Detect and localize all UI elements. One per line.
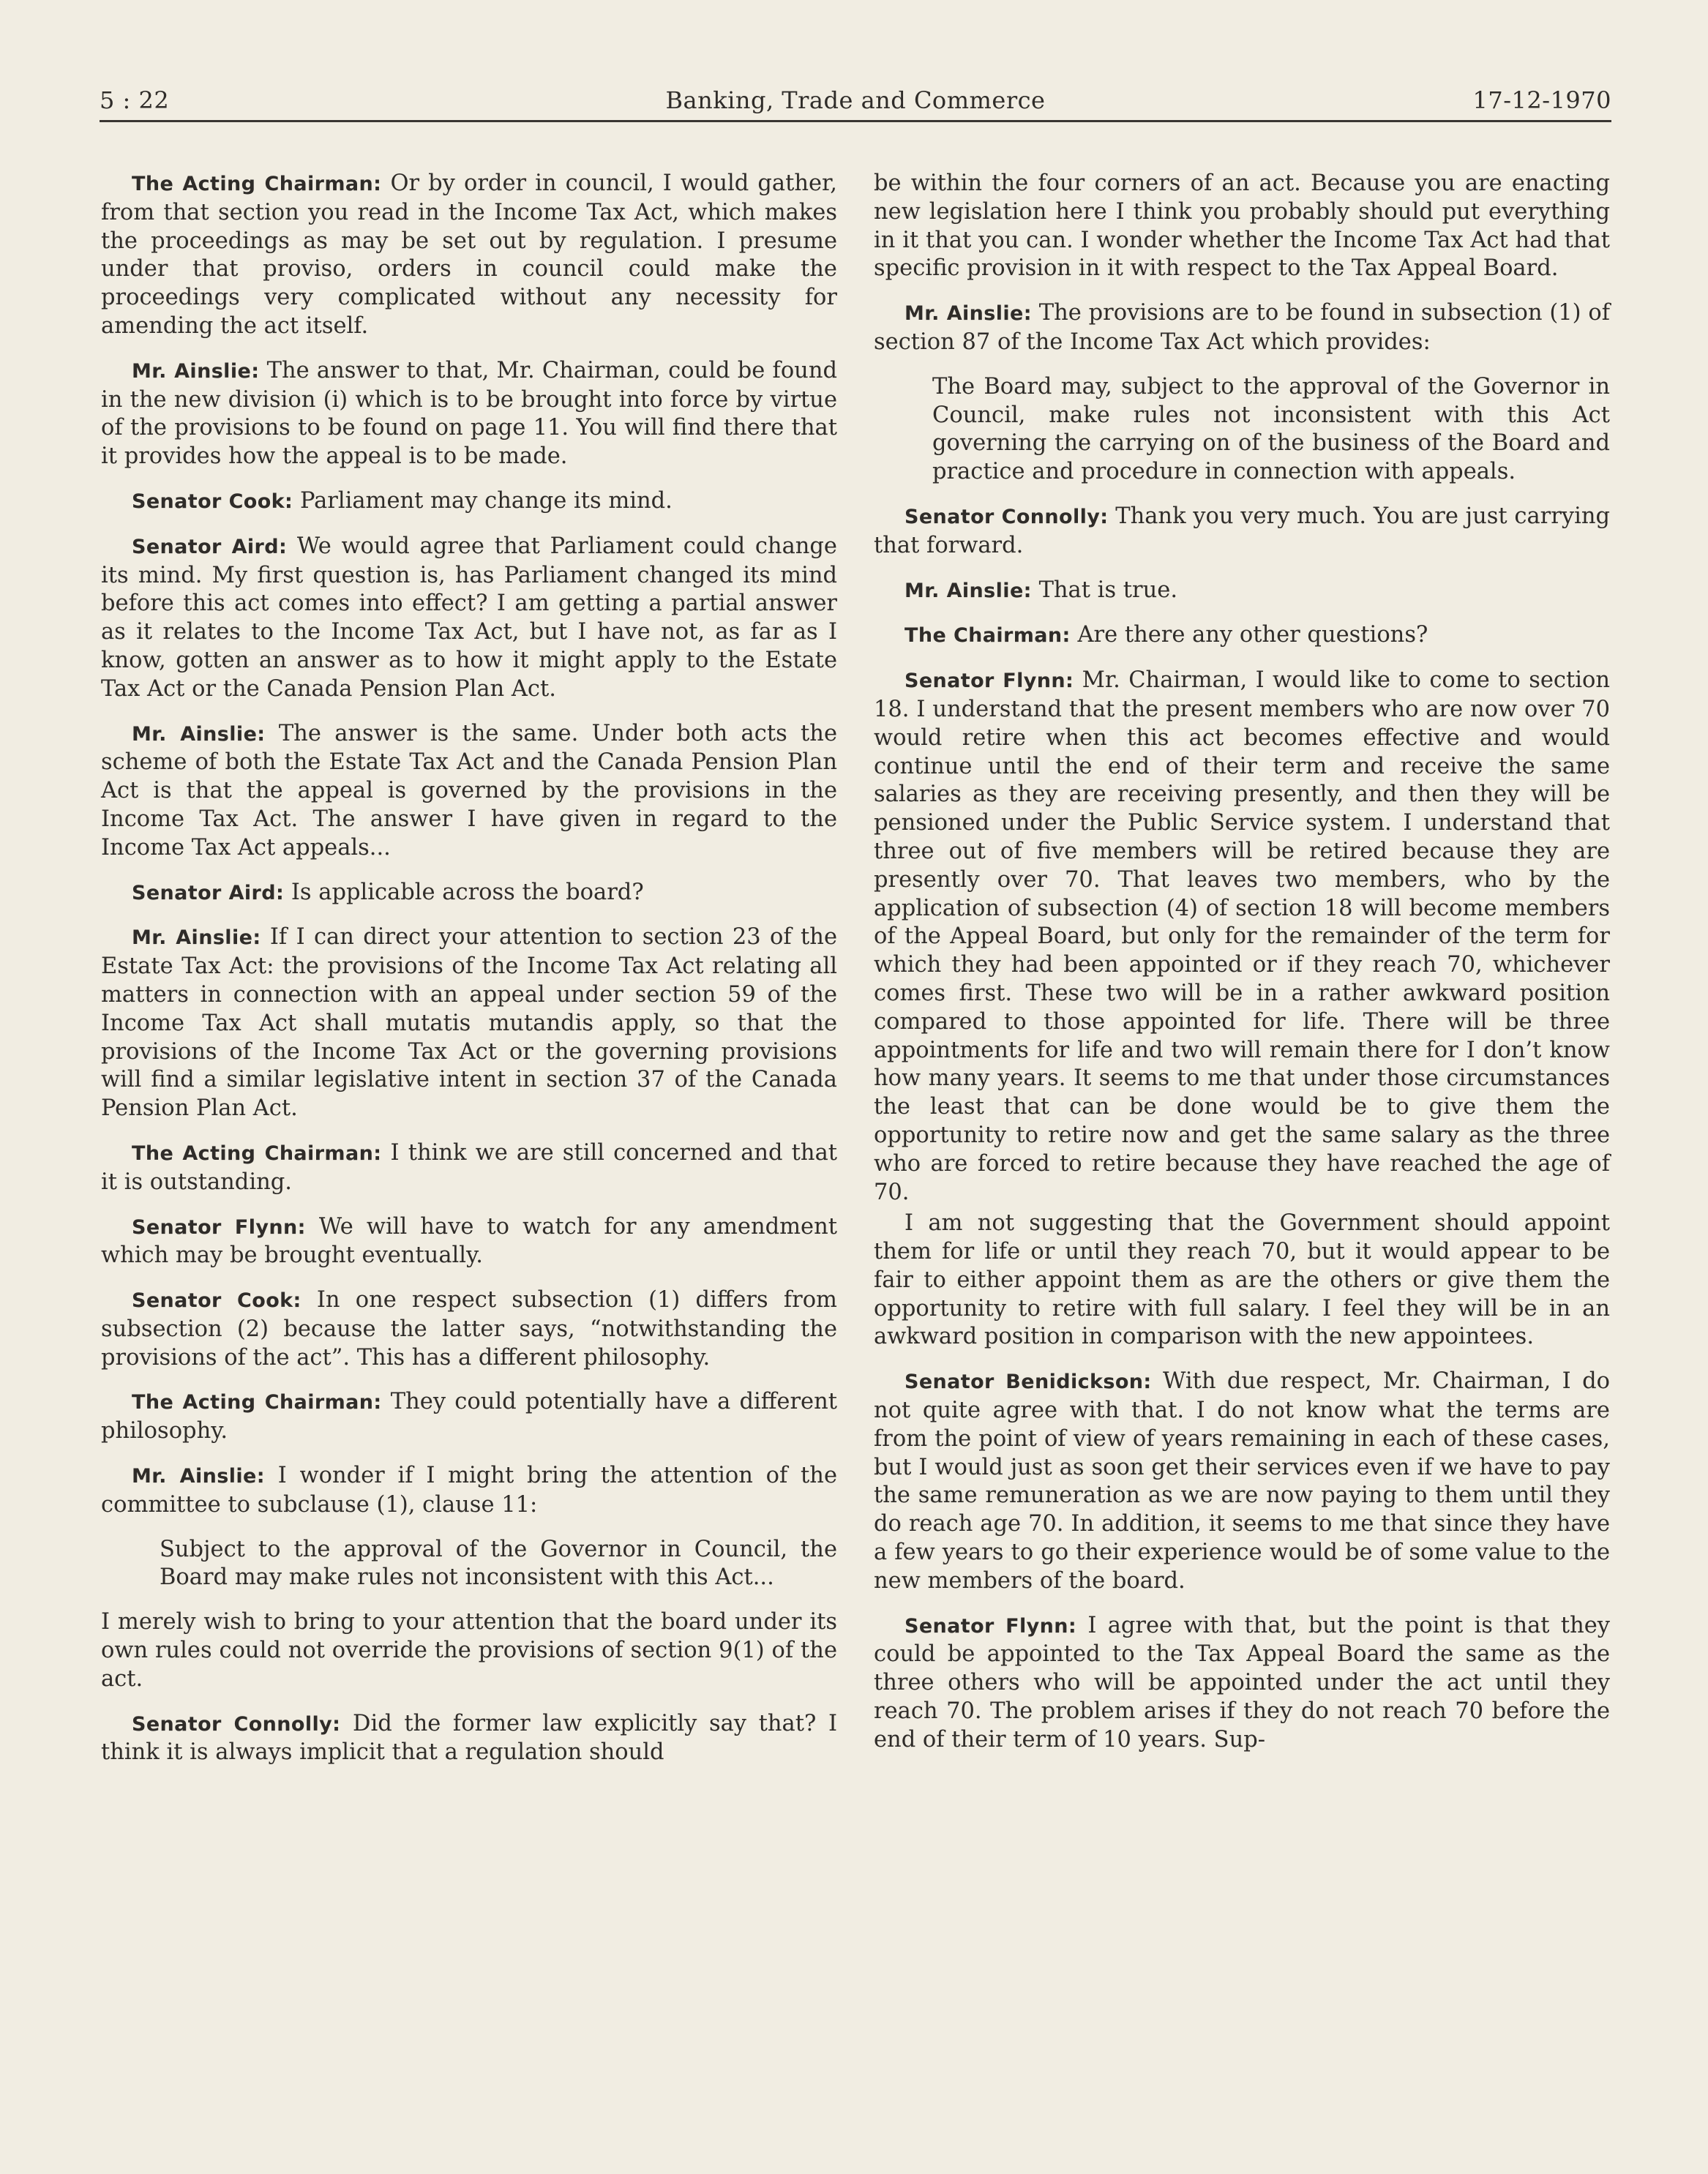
quoted-provision: The Board may, subject to the approval of the Governor in Council, make rules not inconsistent with this Act governing the carrying on of the business of the Board and practice and procedure in connection with appeals. [932,373,1610,485]
speech-paragraph [101,1462,837,1520]
speech-paragraph [874,1368,1610,1595]
speaker-label: The Acting Chairman: [132,1142,382,1165]
speaker-label: Mr. Ainslie: [132,926,261,950]
speech-text: Are there any other questions? [1077,622,1428,648]
speech-text: Parliament may change its mind. [299,487,673,514]
speech-paragraph [101,1139,837,1197]
speech-paragraph [874,1612,1610,1755]
speaker-label: Mr. Ainslie: [132,1465,265,1488]
speech-paragraph [101,923,837,1123]
speaker-label: Mr. Ainslie: [904,579,1032,602]
speaker-label: The Acting Chairman: [132,173,382,195]
speech-text: In one respect subsection (1) differs from subsection (2) because the latter says, “notwithstanding the provisions of the act”. This has a different philosophy. [101,1287,837,1371]
speaker-label: Mr. Ainslie: [132,722,266,746]
speech-text: Did the former law explicitly say that? I think it is always implicit that a regulation should [101,1710,837,1766]
running-title: Banking, Trade and Commerce [665,86,1046,114]
speaker-label: Senator Flynn: [904,1614,1077,1638]
speech-text: I agree with that, but the point is that they could be appointed to the Tax Appeal Board the same as the three others who will be appointed under the act until they reach 70. The problem arises if they do not reach 70 before the end of their term of 10 years. Sup- [874,1612,1610,1753]
speaker-label: Senator Cook: [132,490,293,513]
speaker-label: Mr. Ainslie: [132,359,260,383]
speech-paragraph [101,879,837,908]
speech-paragraph [874,621,1610,651]
speaker-label: The Acting Chairman: [132,1391,382,1414]
page-date: 17-12-1970 [1472,86,1611,114]
plain-paragraph: I merely wish to bring to your attention that the board under its own rules could not override the provisions of section 9(1) of the act. [101,1609,837,1692]
speaker-label: Senator Flynn: [132,1215,306,1239]
speaker-label: The Chairman: [904,624,1071,648]
speech-text: The provisions are to be found in subsection (1) of section 87 of the Income Tax Act which provides: [874,300,1610,355]
speech-paragraph [101,487,837,517]
speech-paragraph [101,720,837,863]
speaker-label: Senator Connolly: [132,1712,341,1736]
left-column [101,170,837,1783]
speech-text: I think we are still concerned and that it is outstanding. [101,1139,838,1195]
speech-text: With due respect, Mr. Chairman, I do not quite agree with that. I do not know what the terms are from the point of view of years remaining in each of these cases, but I would just as soon get their services even if we have to pay the same remuneration as we are now paying to them until they do reach age 70. In addition, it seems to me that since they have a few years to go their experience would be of some value to the new members of the board. [874,1368,1611,1594]
speaker-label: Senator Connolly: [904,505,1109,528]
speaker-label: Senator Cook: [132,1289,301,1313]
speech-text: The answer is the same. Under both acts the scheme of both the Estate Tax Act and the Canada Pension Plan Act is that the appeal is governed by the provisions in the Income Tax Act. The answer I have given in regard to the Income Tax Act appeals... [101,720,838,861]
speech-paragraph [101,533,837,704]
speech-text: Or by order in council, I would gather, from that section you read in the Income Tax Act, which makes the proceedings as may be set out by regulation. I presume under that proviso, orders in council could make the proceedings very complicated without any necessity for amending the act itself. [101,170,837,339]
right-column [874,170,1610,1771]
speech-text: I wonder if I might bring the attention of the committee to subclause (1), clause 11: [101,1463,837,1518]
speech-paragraph [101,1388,837,1446]
speaker-label: Senator Aird: [132,881,285,904]
speech-paragraph [101,1710,837,1768]
speech-paragraph [101,170,837,341]
speech-paragraph [101,1286,837,1372]
speech-text: They could potentially have a different philosophy. [101,1389,837,1444]
speech-paragraph [874,577,1610,606]
speaker-label: Senator Benidickson: [904,1371,1152,1394]
speech-paragraph [874,299,1610,357]
page-header [100,83,1611,122]
speech-paragraph [874,667,1610,1207]
speech-paragraph [874,503,1610,561]
speech-text: If I can direct your attention to section 23 of the Estate Tax Act: the provisions of the Income Tax Act relating all matters in connection with an appeal under section 59 of the Income Tax Act shall mutatis mutandis apply, so that the provisions of the Income Tax Act or the governing provisions will find a similar legislative intent in section 37 of the Canada Pension Plan Act. [101,924,837,1122]
speech-text: The answer to that, Mr. Chairman, could be found in the new division (i) which is to be brought into force by virtue of the provisions to be found on page 11. You will find there that it provides how the appeal is to be made. [101,357,837,470]
speech-text: Is applicable across the board? [291,879,644,905]
continuation-paragraph: be within the four corners of an act. Because you are enacting new legislation here I think you probably should put everything in it that you can. I wonder whether the Income Tax Act had that specific provision in it with respect to the Tax Appeal Board. [874,170,1610,282]
speech-paragraph [101,1213,837,1271]
quoted-provision: Subject to the approval of the Governor in Council, the Board may make rules not inconsistent with this Act... [160,1536,837,1591]
speaker-label: Senator Flynn: [904,670,1074,693]
page-number: 5 : 22 [100,86,170,114]
speech-text: Thank you very much. You are just carrying that forward. [874,503,1610,558]
speech-paragraph [101,357,837,471]
speech-text: That is true. [1038,577,1178,603]
indented-paragraph: I am not suggesting that the Government should appoint them for life or until they reach 70, but it would appear to be fair to either appoint them as are the others or give them the opportunity to retire with full salary. I feel they will be in an awkward position in comparison with the new appointees. [874,1210,1610,1350]
speech-text: Mr. Chairman, I would like to come to section 18. I understand that the present members who are now over 70 would retire when this act becomes effective and would continue until the end of their term and receive the same salaries as they are receiving presently, and then they will be pensioned under the Public Service system. I understand that three out of five members will be retired because they are presently over 70. That leaves two members, who by the application of subsection (4) of section 18 will become members of the Appeal Board, but only for the remainder of the term for which they had been appointed or if they reach 70, whichever comes first. These two will be in a rather awkward position compared to those appointed for life. There will be three appointments for life and two will remain there for I don’t know how many years. It seems to me that under those circumstances the least that can be done would be to give them the opportunity to retire now and get the same salary as the three who are forced to retire because they have reached the age of 70. [874,667,1610,1205]
speaker-label: Senator Aird: [132,535,288,558]
speaker-label: Mr. Ainslie: [904,302,1032,326]
speech-text: We would agree that Parliament could change its mind. My first question is, has Parliament changed its mind before this act comes into effect? I am getting a partial answer as it relates to the Income Tax Act, but I have not, as far as I know, gotten an answer as to how it might apply to the Estate Tax Act or the Canada Pension Plan Act. [101,533,837,702]
speech-text: We will have to watch for any amendment which may be brought eventually. [101,1213,837,1269]
